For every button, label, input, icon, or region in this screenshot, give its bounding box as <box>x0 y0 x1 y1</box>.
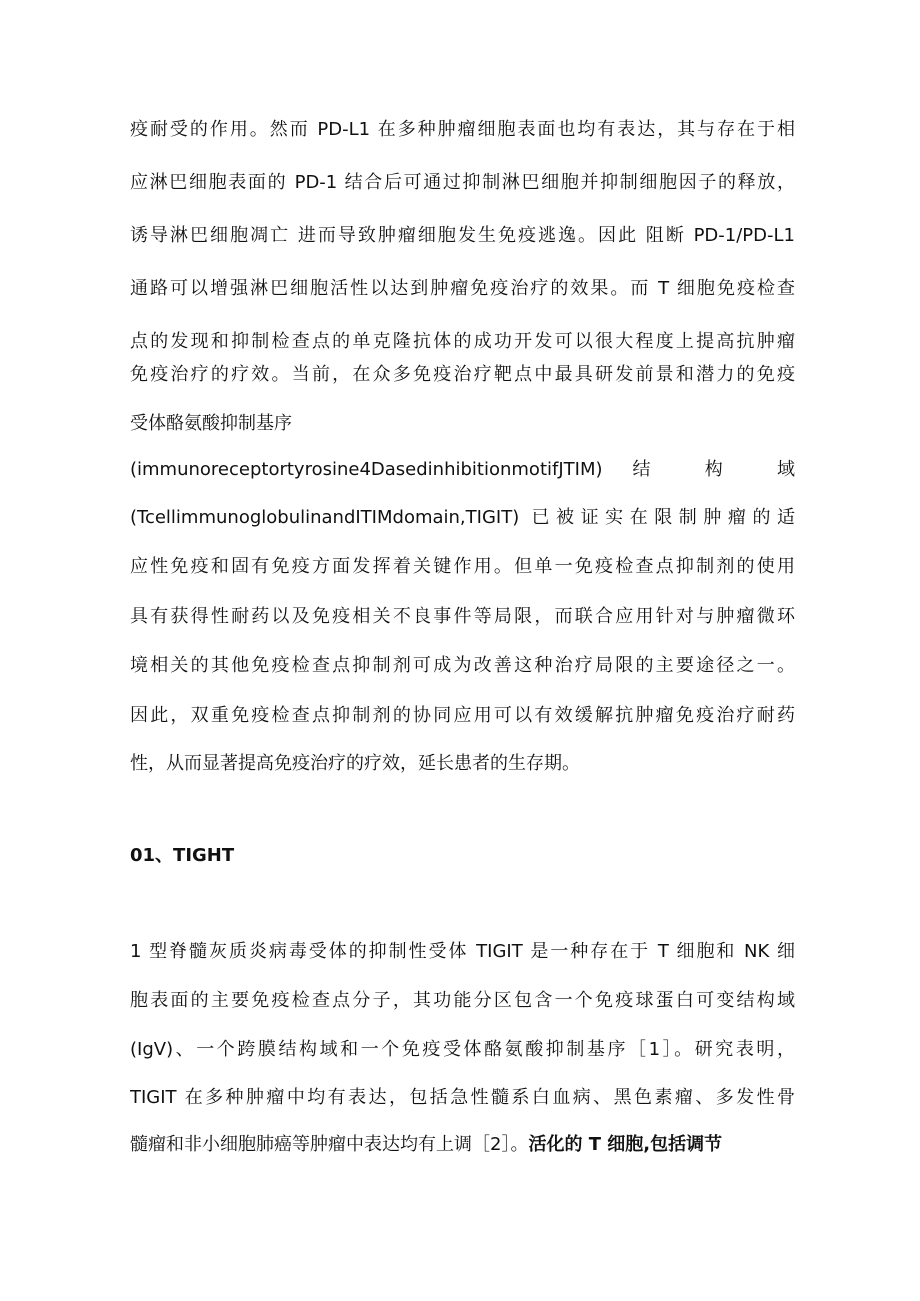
paragraph-1-line: 因此，双重免疫检查点抑制剂的协同应用可以有效缓解抗肿瘤免疫治疗耐药 <box>130 705 795 726</box>
paragraph-2-line: 胞表面的主要免疫检查点分子，其功能分区包含一个免疫球蛋白可变结构域 <box>130 990 795 1011</box>
paragraph-1-line: (TcellimmunoglobulinandITIMdomain,TIGIT) 已被证实在限制肿瘤的适 <box>130 507 795 528</box>
paragraph-2-line: 1 型脊髓灰质炎病毒受体的抑制性受体 TIGIT 是一种存在于 T 细胞和 NK 细 <box>130 941 795 962</box>
paragraph-1-line: 具有获得性耐药以及免疫相关不良事件等局限，而联合应用针对与肿瘤微环 <box>130 606 795 627</box>
paragraph-2-last-line <box>130 1131 795 1159</box>
paragraph-1-line: 应性免疫和固有免疫方面发挥着关键作用。但单一免疫检查点抑制剂的使用 <box>130 556 795 577</box>
paragraph-1-line: 疫耐受的作用。然而 PD-L1 在多种肿瘤细胞表面也均有表达，其与存在于相 <box>130 119 795 140</box>
paragraph-1-line: 点的发现和抑制检查点的单克隆抗体的成功开发可以很大程度上提高抗肿瘤 <box>130 331 795 352</box>
paragraph-1-line: 应淋巴细胞表面的 PD-1 结合后可通过抑制淋巴细胞并抑制细胞因子的释放， <box>130 172 795 193</box>
section-heading: 01、TIGHT <box>130 845 235 866</box>
paragraph-1-line: 性，从而显著提高免疫治疗的疗效，延长患者的生存期。 <box>130 753 580 774</box>
paragraph-1-line: 免疫治疗的疗效。当前，在众多免疫治疗靶点中最具研发前景和潜力的免疫 <box>130 364 795 385</box>
paragraph-1-line: 通路可以增强淋巴细胞活性以达到肿瘤免疫治疗的效果。而 T 细胞免疫检查 <box>130 278 795 299</box>
paragraph-2-line: TIGIT 在多种肿瘤中均有表达，包括急性髓系白血病、黑色素瘤、多发性骨 <box>130 1087 795 1108</box>
paragraph-2-last-line-bold: 活化的 T 细胞,包括调节 <box>528 1134 723 1155</box>
paragraph-2-last-line-regular: 髓瘤和非小细胞肺癌等肿瘤中表达均有上调［2］。 <box>130 1134 529 1155</box>
paragraph-1-line: 境相关的其他免疫检查点抑制剂可成为改善这种治疗局限的主要途径之一。 <box>130 655 795 676</box>
paragraph-2-line: (IgV)、一个跨膜结构域和一个免疫受体酪氨酸抑制基序［1］。研究表明， <box>130 1039 795 1060</box>
paragraph-1-line: (immunoreceptortyrosine4DasedinhibitionmotifJTIM) 结 构 域 <box>130 459 795 480</box>
paragraph-1-line: 受体酪氨酸抑制基序 <box>130 413 292 434</box>
paragraph-1-line: 诱导淋巴细胞凋亡 进而导致肿瘤细胞发生免疫逃逸。因此 阻断 PD-1/PD-L1 <box>130 225 795 246</box>
